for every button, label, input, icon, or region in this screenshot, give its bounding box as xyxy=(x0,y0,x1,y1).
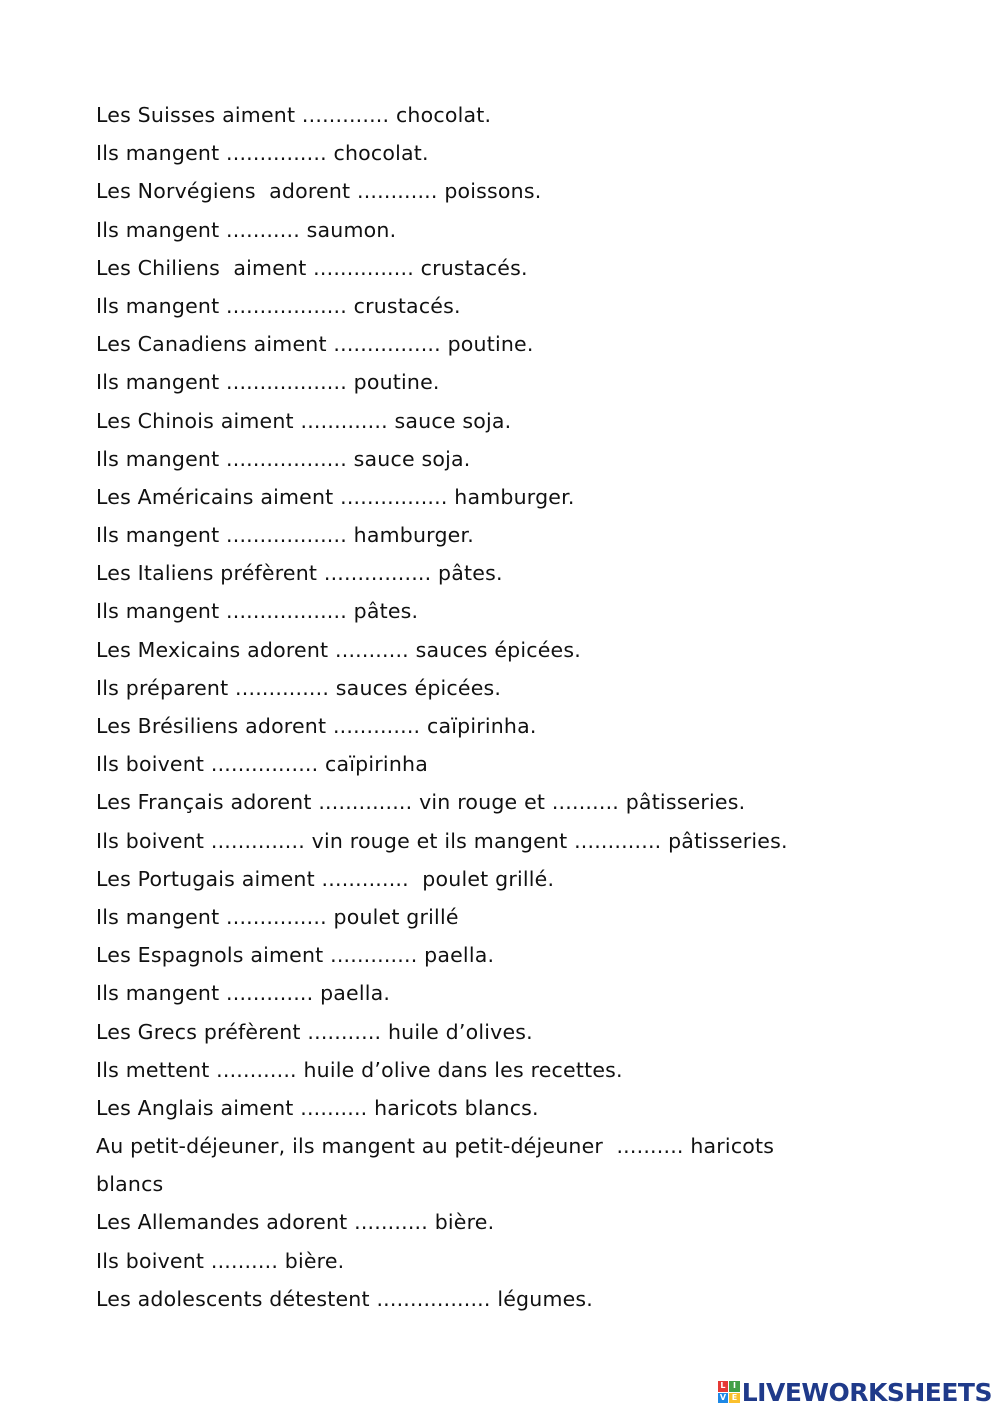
sentence-line: Au petit-déjeuner, ils mangent au petit-déjeuner .......... haricots xyxy=(96,1134,775,1159)
liveworksheets-logo xyxy=(718,1377,992,1407)
sentence-line: Les Espagnols aiment ............. paella. xyxy=(96,943,495,968)
sentence-line: Les Chiliens aiment ............... crustacés. xyxy=(96,255,528,280)
sentence-line: Ils mangent .................. crustacés. xyxy=(96,293,461,318)
sentence-line: Les Canadiens aiment ................ poutine. xyxy=(96,332,534,357)
sentence-line: Les Norvégiens adorent ............ poissons. xyxy=(96,179,542,204)
liveworksheets-logo-icon xyxy=(718,1381,740,1403)
sentence-line: Les Mexicains adorent ........... sauces épicées. xyxy=(96,637,581,662)
logo-mark-letter: I xyxy=(729,1381,740,1392)
sentence-line: Les Italiens préfèrent ................ pâtes. xyxy=(96,561,503,586)
sentence-line: Les Français adorent .............. vin rouge et .......... pâtisseries. xyxy=(96,790,746,815)
sentence-line: Ils boivent .......... bière. xyxy=(96,1248,345,1273)
sentence-line: Les Brésiliens adorent ............. caïpirinha. xyxy=(96,714,537,738)
sentence-line: Ils mangent .................. pâtes. xyxy=(96,599,419,624)
sentence-line: Ils boivent ................ caïpirinha xyxy=(96,752,428,777)
sentence-line: Ils mangent ............... poulet grillé xyxy=(96,904,459,929)
sentence-line: Les Suisses aiment ............. chocolat. xyxy=(96,103,492,127)
sentence-line: Les Américains aiment ................ hamburger. xyxy=(96,484,575,509)
logo-mark-letter: E xyxy=(729,1393,740,1404)
sentence-line-continuation: blancs xyxy=(96,1172,164,1197)
sentence-line: Ils mettent ............ huile d’olive dans les recettes. xyxy=(96,1057,623,1082)
sentence-line: Ils mangent .................. poutine. xyxy=(96,370,440,395)
worksheet-text xyxy=(96,96,876,1318)
sentence-line: Ils mangent .................. hamburger. xyxy=(96,523,474,548)
liveworksheets-logo-text: LIVEWORKSHEETS xyxy=(741,1377,992,1407)
sentence-line: Ils mangent .................. sauce soja. xyxy=(96,446,471,471)
sentence-line: Ils préparent .............. sauces épicées. xyxy=(96,675,502,700)
sentence-line: Les Portugais aiment ............. poulet grillé. xyxy=(96,866,555,891)
sentence-line: Ils boivent .............. vin rouge et ils mangent ............. pâtisseries. xyxy=(96,828,788,853)
sentence-line: Les Grecs préfèrent ........... huile d’olives. xyxy=(96,1019,533,1044)
sentence-line: Ils mangent ........... saumon. xyxy=(96,217,397,242)
sentence-line: Ils mangent ............... chocolat. xyxy=(96,141,429,166)
sentence-line: Ils mangent ............. paella. xyxy=(96,981,391,1006)
sentence-line: Les adolescents détestent ................. légumes. xyxy=(96,1286,594,1311)
logo-mark-letter: L xyxy=(718,1381,729,1392)
sentence-line: Les Chinois aiment ............. sauce soja. xyxy=(96,408,512,433)
logo-mark-letter: V xyxy=(718,1393,729,1404)
sentence-line: Les Allemandes adorent ........... bière. xyxy=(96,1210,495,1235)
sentence-line: Les Anglais aiment .......... haricots blancs. xyxy=(96,1095,539,1120)
